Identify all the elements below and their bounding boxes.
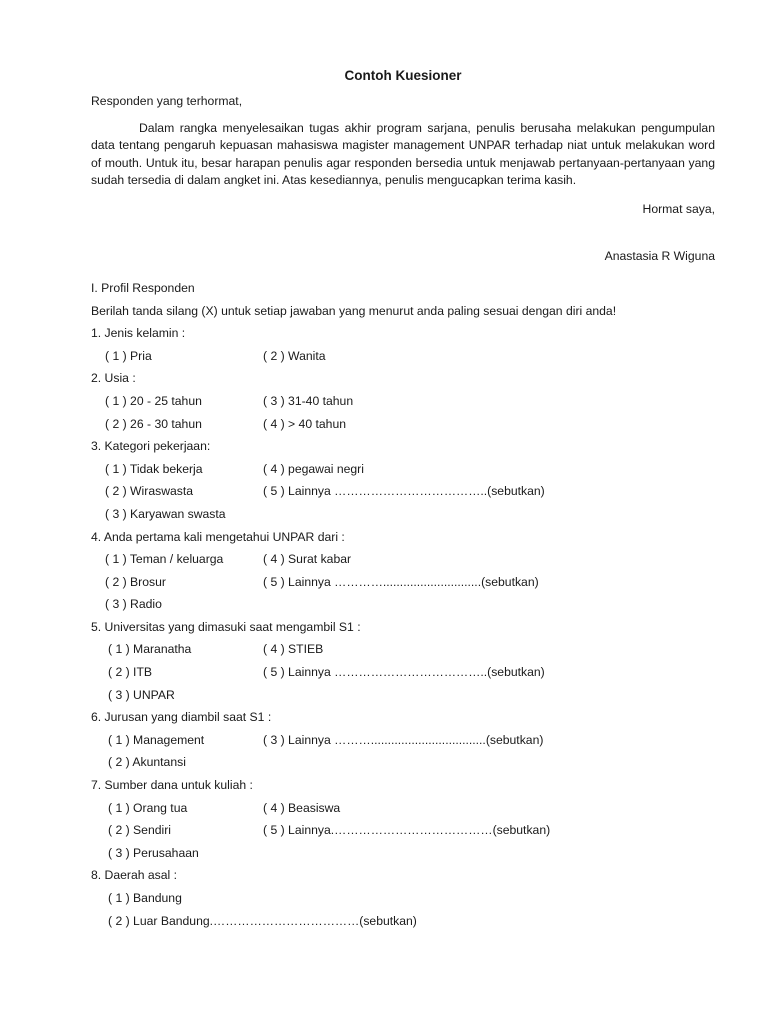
section-title: I. Profil Responden xyxy=(91,280,195,295)
answer-option[interactable]: ( 2 ) Wiraswasta xyxy=(105,484,194,499)
question-list xyxy=(91,322,715,932)
answer-option[interactable] xyxy=(263,910,715,933)
answer-option[interactable]: ( 2 ) Akuntansi xyxy=(108,755,186,770)
question-3: 3. Kategori pekerjaan: xyxy=(91,439,211,454)
closing: Hormat saya, xyxy=(642,201,715,216)
answer-option[interactable]: ( 2 ) Luar Bandung.………………………………(sebutkan) xyxy=(108,913,417,928)
answer-option[interactable]: ( 4 ) pegawai negri xyxy=(263,461,364,476)
option-row xyxy=(91,684,715,707)
option-row xyxy=(91,751,715,774)
answer-option[interactable]: ( 3 ) UNPAR xyxy=(108,687,175,702)
intro-paragraph: Dalam rangka menyelesaikan tugas akhir program sarjana, penulis berusaha melakukan pengumpulan data tentang pengaruh kepuasan mahasiswa magister management UNPAR terhadap niat untuk melakukan word of mouth. Untuk itu, besar harapan penulis agar responden bersedia untuk menjawab pertanyaan-pertanyaan yang sudah tersedia di dalam angket ini. Atas kesediannya, penulis mengucapkan terima kasih. xyxy=(91,120,715,188)
answer-option[interactable]: ( 3 ) Lainnya ………..................................(sebutkan) xyxy=(263,732,544,747)
answer-option[interactable]: ( 5 ) Lainnya ………………………………..(sebutkan) xyxy=(263,484,545,499)
answer-option[interactable]: ( 2 ) 26 - 30 tahun xyxy=(105,416,202,431)
answer-option[interactable]: ( 2 ) Sendiri xyxy=(108,823,171,838)
option-row xyxy=(91,797,715,820)
option-row xyxy=(91,887,715,910)
option-row xyxy=(91,413,715,436)
option-row xyxy=(91,390,715,413)
answer-option[interactable]: ( 3 ) Karyawan swasta xyxy=(105,506,226,521)
option-row xyxy=(91,910,715,933)
option-row xyxy=(91,638,715,661)
answer-option[interactable]: ( 1 ) 20 - 25 tahun xyxy=(105,393,202,408)
answer-option[interactable]: ( 1 ) Pria xyxy=(105,348,152,363)
answer-option[interactable] xyxy=(263,751,715,774)
answer-option[interactable]: ( 2 ) Wanita xyxy=(263,348,326,363)
answer-option[interactable]: ( 1 ) Tidak bekerja xyxy=(105,461,203,476)
document-page xyxy=(91,68,715,932)
option-row xyxy=(91,819,715,842)
answer-option[interactable]: ( 3 ) 31-40 tahun xyxy=(263,393,354,408)
option-row xyxy=(91,548,715,571)
answer-option[interactable]: ( 5 ) Lainnya ………….............................(sebutkan) xyxy=(263,574,539,589)
answer-option[interactable]: ( 3 ) Perusahaan xyxy=(108,845,199,860)
answer-option[interactable]: ( 3 ) Radio xyxy=(105,597,162,612)
answer-option[interactable] xyxy=(263,887,715,910)
option-row xyxy=(91,729,715,752)
option-row xyxy=(91,661,715,684)
question-4: 4. Anda pertama kali mengetahui UNPAR dari : xyxy=(91,529,345,544)
greeting: Responden yang terhormat, xyxy=(91,93,243,108)
answer-option[interactable]: ( 4 ) > 40 tahun xyxy=(263,416,346,431)
answer-option[interactable]: ( 5 ) Lainnya ………………………………..(sebutkan) xyxy=(263,665,545,680)
answer-option[interactable]: ( 5 ) Lainnya.…………………………………(sebutkan) xyxy=(263,823,551,838)
document-title: Contoh Kuesioner xyxy=(344,68,462,83)
answer-option[interactable]: ( 4 ) Beasiswa xyxy=(263,800,341,815)
option-row xyxy=(91,842,715,865)
answer-option[interactable] xyxy=(263,503,715,526)
instruction: Berilah tanda silang (X) untuk setiap jawaban yang menurut anda paling sesuai dengan diri anda! xyxy=(91,303,617,318)
option-row xyxy=(91,480,715,503)
question-7: 7. Sumber dana untuk kuliah : xyxy=(91,778,253,793)
option-row xyxy=(91,458,715,481)
question-6: 6. Jurusan yang diambil saat S1 : xyxy=(91,710,272,725)
answer-option[interactable]: ( 1 ) Teman / keluarga xyxy=(105,552,224,567)
question-1: 1. Jenis kelamin : xyxy=(91,326,186,341)
option-row xyxy=(91,503,715,526)
answer-option[interactable]: ( 1 ) Orang tua xyxy=(108,800,188,815)
answer-option[interactable]: ( 4 ) Surat kabar xyxy=(263,552,352,567)
answer-option[interactable] xyxy=(263,593,715,616)
answer-option[interactable]: ( 1 ) Maranatha xyxy=(108,642,192,657)
answer-option[interactable]: ( 2 ) ITB xyxy=(108,665,153,680)
answer-option[interactable]: ( 1 ) Management xyxy=(108,732,205,747)
option-row xyxy=(91,593,715,616)
option-row xyxy=(91,571,715,594)
answer-option[interactable] xyxy=(263,684,715,707)
answer-option[interactable] xyxy=(263,842,715,865)
question-8: 8. Daerah asal : xyxy=(91,868,178,883)
option-row xyxy=(91,345,715,368)
answer-option[interactable]: ( 1 ) Bandung xyxy=(108,891,182,906)
signature: Anastasia R Wiguna xyxy=(604,248,715,263)
question-5: 5. Universitas yang dimasuki saat mengambil S1 : xyxy=(91,619,361,634)
question-2: 2. Usia : xyxy=(91,371,136,386)
answer-option[interactable]: ( 2 ) Brosur xyxy=(105,574,166,589)
answer-option[interactable]: ( 4 ) STIEB xyxy=(263,642,324,657)
